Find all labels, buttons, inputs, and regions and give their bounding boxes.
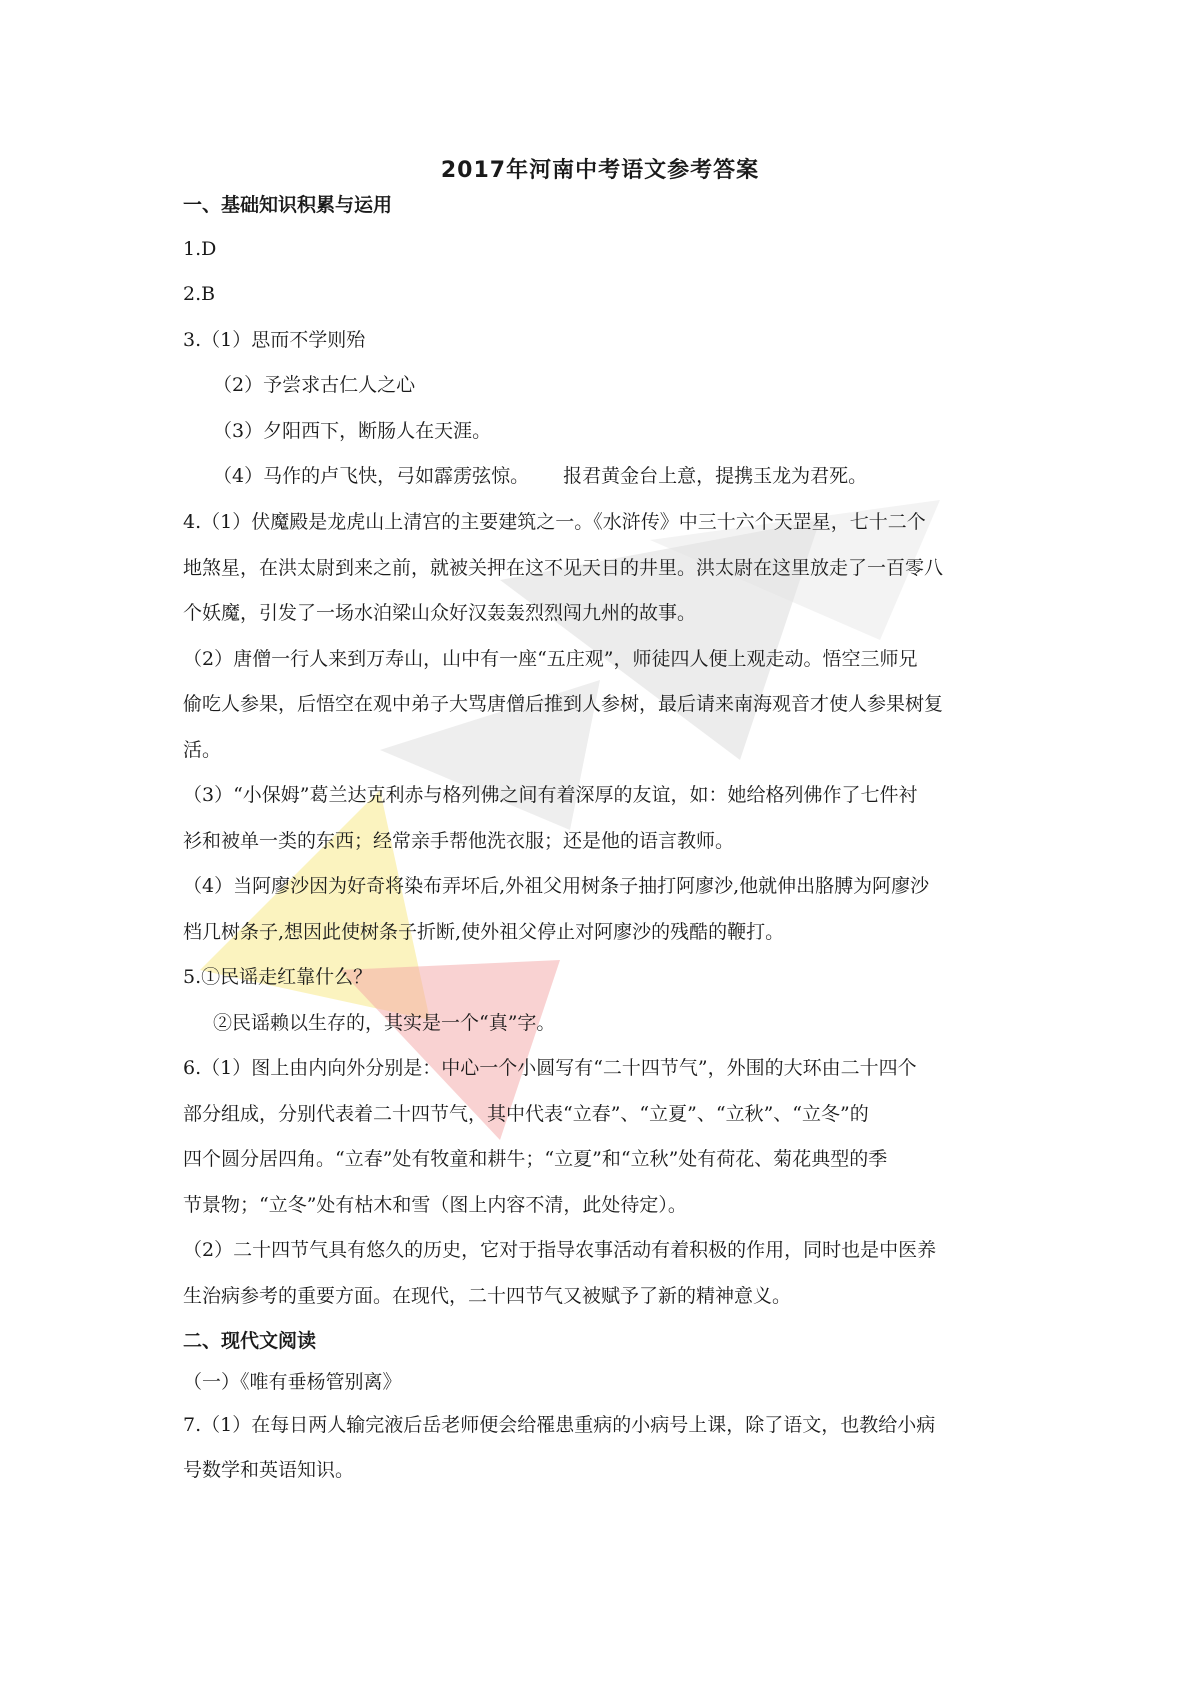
answer-5-2: ②民谣赖以生存的，其实是一个“真”字。 bbox=[213, 1012, 556, 1034]
answer-7-1-line: 7.（1）在每日两人输完液后岳老师便会给罹患重病的小病号上课，除了语文，也教给小病 bbox=[183, 1414, 936, 1436]
answer-3-3: （3）夕阳西下，断肠人在天涯。 bbox=[213, 420, 492, 442]
answer-3-4-second: 报君黄金台上意，提携玉龙为君死。 bbox=[563, 465, 868, 487]
reading-1-title: （一）《唯有垂杨管别离》 bbox=[183, 1371, 402, 1393]
answer-3-2: （2）予尝求古仁人之心 bbox=[213, 374, 416, 396]
answer-1: 1.D bbox=[183, 238, 217, 260]
answer-2: 2.B bbox=[183, 283, 216, 305]
answer-3-4 bbox=[213, 463, 867, 489]
answer-4-1-line: 4.（1）伏魔殿是龙虎山上清宫的主要建筑之一。《水浒传》中三十六个天罡星，七十二个 bbox=[183, 511, 926, 533]
answer-4-2-line: 活。 bbox=[183, 739, 222, 761]
answer-6-1-line: 6.（1）图上由内向外分别是：中心一个小圆写有“二十四节气”，外围的大环由二十四个 bbox=[183, 1057, 917, 1079]
answer-3-4-first: （4）马作的卢飞快，弓如霹雳弦惊。 bbox=[213, 465, 530, 487]
section-2-heading: 二、现代文阅读 bbox=[183, 1330, 317, 1352]
answer-6-2-line: 生治病参考的重要方面。在现代，二十四节气又被赋予了新的精神意义。 bbox=[183, 1285, 792, 1307]
answer-4-2-line: （2）唐僧一行人来到万寿山，山中有一座“五庄观”，师徒四人便上观走动。悟空三师兄 bbox=[183, 648, 918, 670]
answer-3-1: 3.（1）思而不学则殆 bbox=[183, 329, 366, 351]
answer-6-2-line: （2）二十四节气具有悠久的历史，它对于指导农事活动有着积极的作用，同时也是中医养 bbox=[183, 1239, 937, 1261]
answer-6-1-line: 四个圆分居四角。“立春”处有牧童和耕牛；“立夏”和“立秋”处有荷花、菊花典型的季 bbox=[183, 1148, 888, 1170]
page-title: 2017年河南中考语文参考答案 bbox=[440, 158, 760, 183]
answer-4-3-line: （3）“小保姆”葛兰达克利赤与格列佛之间有着深厚的友谊，如：她给格列佛作了七件衬 bbox=[183, 784, 918, 806]
answer-4-4-line: （4）当阿廖沙因为好奇将染布弄坏后,外祖父用树条子抽打阿廖沙,他就伸出胳膊为阿廖沙 bbox=[183, 875, 930, 897]
answer-4-3-line: 衫和被单一类的东西；经常亲手帮他洗衣服；还是他的语言教师。 bbox=[183, 830, 735, 852]
answer-4-4-line: 档几树条子,想因此使树条子折断,使外祖父停止对阿廖沙的残酷的鞭打。 bbox=[183, 921, 785, 943]
answer-4-1-line: 地煞星，在洪太尉到来之前，就被关押在这不见天日的井里。洪太尉在这里放走了一百零八 bbox=[183, 557, 944, 579]
answer-4-2-line: 偷吃人参果，后悟空在观中弟子大骂唐僧后推到人参树，最后请来南海观音才使人参果树复 bbox=[183, 693, 944, 715]
answer-5-1: 5.①民谣走红靠什么？ bbox=[183, 966, 373, 988]
answer-6-1-line: 节景物；“立冬”处有枯木和雪（图上内容不清，此处待定）。 bbox=[183, 1194, 687, 1216]
section-1-heading: 一、基础知识积累与运用 bbox=[183, 194, 393, 216]
answer-4-1-line: 个妖魔，引发了一场水泊梁山众好汉轰轰烈烈闯九州的故事。 bbox=[183, 602, 697, 624]
answer-7-1-line: 号数学和英语知识。 bbox=[183, 1459, 355, 1481]
answer-6-1-line: 部分组成，分别代表着二十四节气，其中代表“立春”、“立夏”、“立秋”、“立冬”的 bbox=[183, 1103, 869, 1125]
